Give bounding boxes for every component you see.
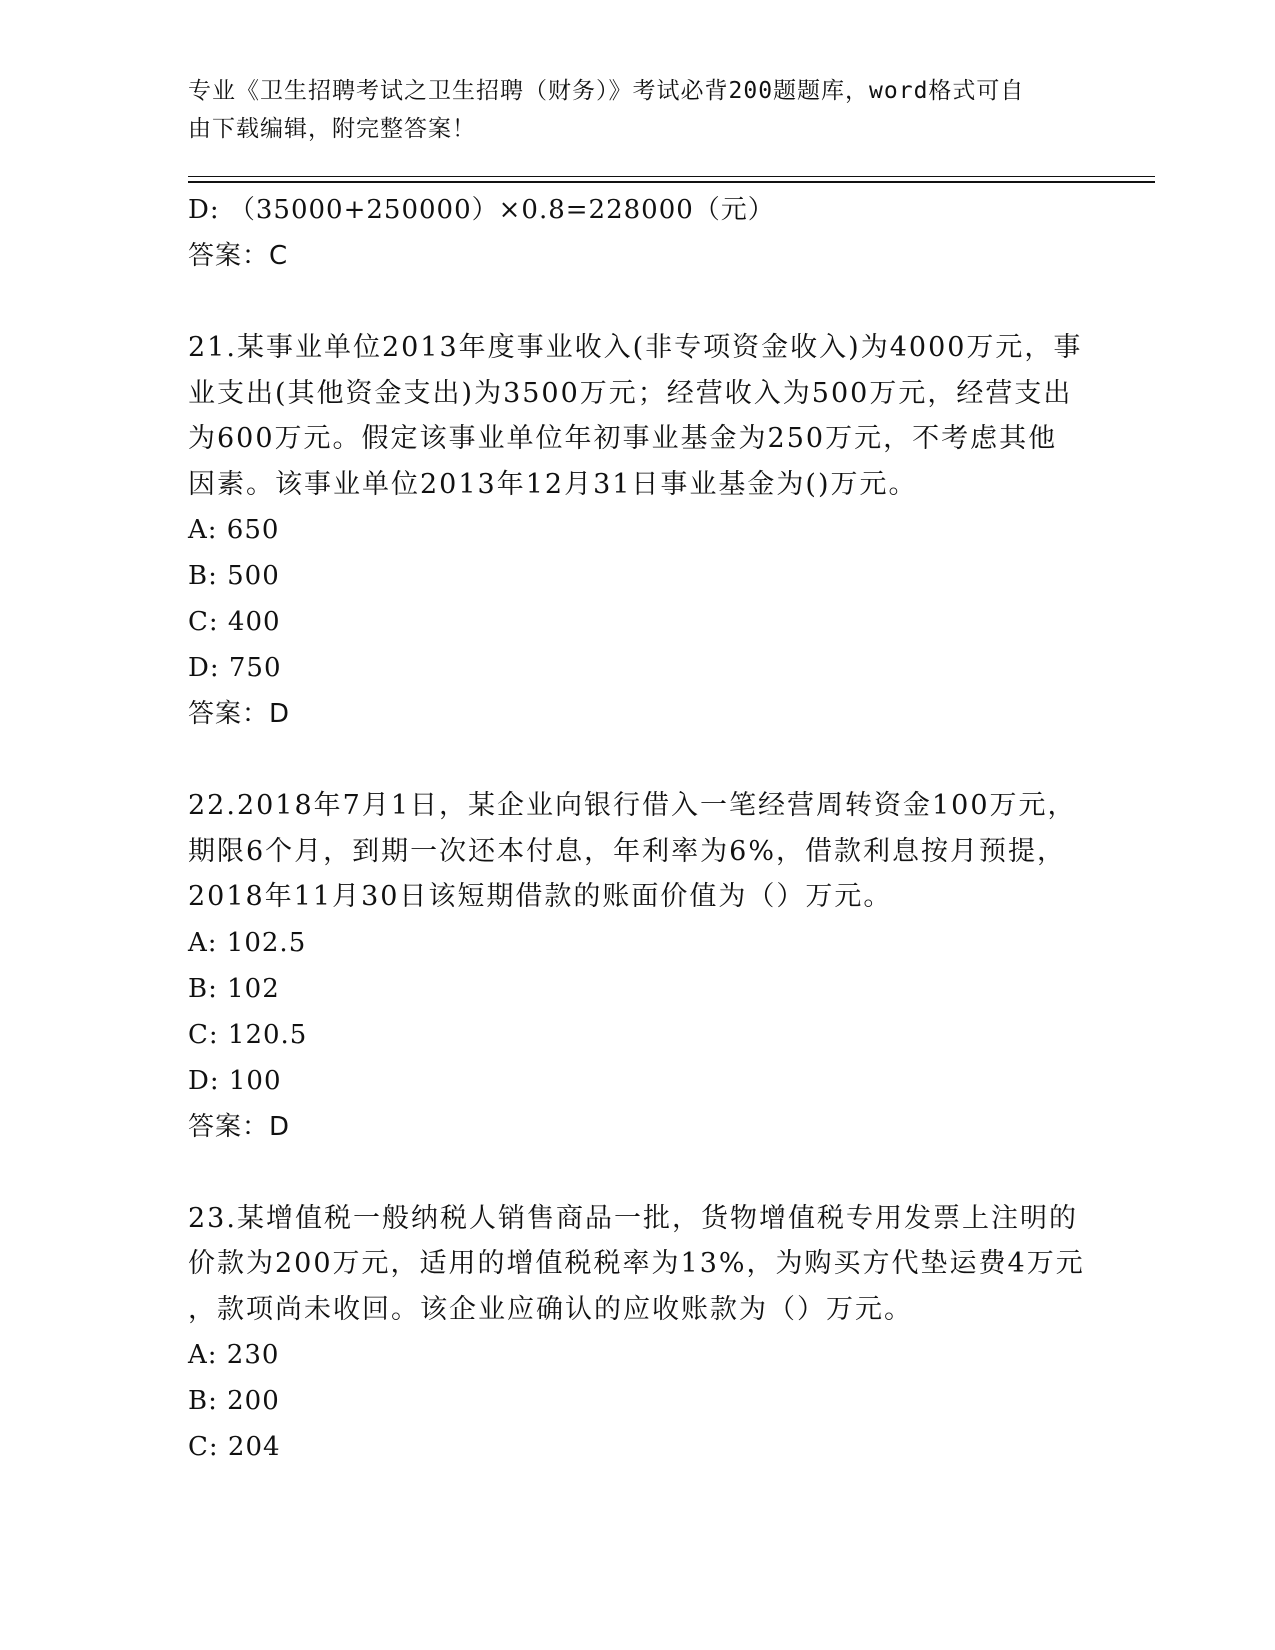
option-a: A: 650 xyxy=(188,515,280,545)
question-line: 2018年11月30日该短期借款的账面价值为（）万元。 xyxy=(188,881,893,912)
answer-line: 答案：D xyxy=(188,1111,291,1142)
option-b: B: 102 xyxy=(188,973,280,1004)
spacer xyxy=(188,1150,1088,1196)
question-line: 期限6个月，到期一次还本付息，年利率为6%，借款利息按月预提， xyxy=(188,835,1067,867)
document-body xyxy=(188,187,1088,1470)
question-text xyxy=(188,783,1088,920)
question-22 xyxy=(188,783,1088,1150)
header-rule-thick xyxy=(188,181,1155,183)
option-b: B: 500 xyxy=(188,561,280,591)
option-a: A: 102.5 xyxy=(188,927,307,958)
question-line: 21.某事业单位2013年度事业收入(非专项资金收入)为4000万元，事 xyxy=(188,332,1083,363)
option-a: A: 230 xyxy=(188,1340,280,1370)
answer-line: 答案：C xyxy=(188,241,289,271)
question-21 xyxy=(188,325,1088,737)
option-c: C: 400 xyxy=(188,607,281,637)
question-23 xyxy=(188,1196,1088,1471)
answer-line: 答案：D xyxy=(188,699,291,729)
option-d: D: （35000+250000）×0.8=228000（元） xyxy=(188,195,775,225)
page-header xyxy=(188,72,1088,148)
option-c: C: 204 xyxy=(188,1432,281,1462)
spacer xyxy=(188,279,1088,325)
option-b: B: 200 xyxy=(188,1386,280,1416)
option-d: D: 100 xyxy=(188,1065,282,1096)
prev-question-tail xyxy=(188,187,1088,279)
question-line: 业支出(其他资金支出)为3500万元；经营收入为500万元，经营支出 xyxy=(188,377,1073,409)
question-line: 22.2018年7月1日，某企业向银行借入一笔经营周转资金100万元， xyxy=(188,790,1077,821)
header-line-2: 由下载编辑，附完整答案！ xyxy=(188,116,476,142)
question-line: 价款为200万元，适用的增值税税率为13%，为购买方代垫运费4万元 xyxy=(188,1248,1085,1279)
question-line: 因素。该事业单位2013年12月31日事业基金为()万元。 xyxy=(188,468,918,500)
spacer xyxy=(188,737,1088,783)
header-rule-thin xyxy=(188,176,1155,177)
question-line: 23.某增值税一般纳税人销售商品一批，货物增值税专用发票上注明的 xyxy=(188,1202,1078,1234)
question-text xyxy=(188,325,1088,507)
question-text xyxy=(188,1196,1088,1333)
option-d: D: 750 xyxy=(188,653,282,683)
header-line-1: 专业《卫生招聘考试之卫生招聘（财务）》考试必背200题题库，word格式可自 xyxy=(188,78,1025,104)
question-line: 为600万元。假定该事业单位年初事业基金为250万元，不考虑其他 xyxy=(188,423,1058,454)
option-c: C: 120.5 xyxy=(188,1019,308,1050)
question-line: ，款项尚未收回。该企业应确认的应收账款为（）万元。 xyxy=(188,1293,913,1325)
